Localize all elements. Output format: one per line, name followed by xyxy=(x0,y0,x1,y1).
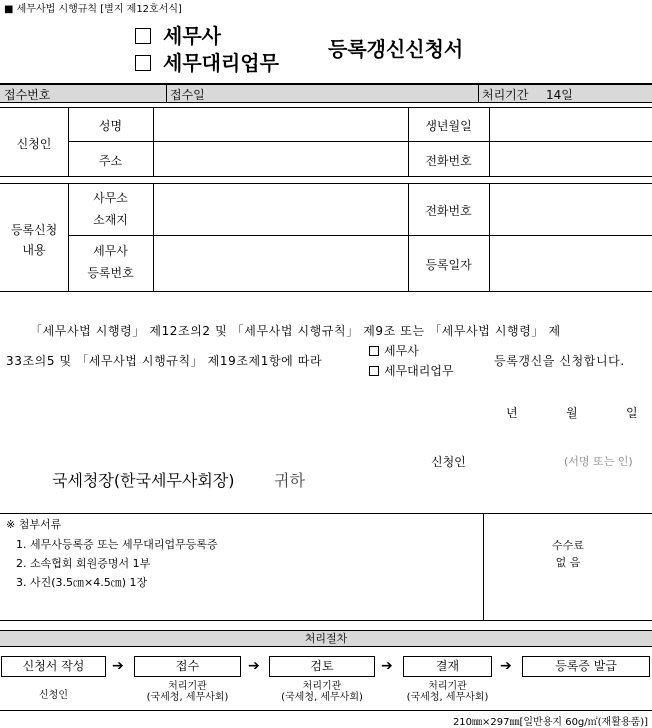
attachment-item: 1. 세무사등록증 또는 세무대리업무등록증 xyxy=(16,538,218,551)
procedure-actor-review xyxy=(269,681,375,703)
statement-line1: 「세무사법 시행령」 제12조의2 및 「세무사법 시행규칙」 제9조 또는 「세무사법 시행령」 제 xyxy=(30,324,561,338)
applicant-signature-label: 신청인 xyxy=(431,455,466,469)
fee-value: 없 음 xyxy=(555,556,581,569)
procedure-actor-line: 처리기관 xyxy=(302,681,342,692)
registration-section-line2: 내용 xyxy=(22,243,46,257)
form-reference: ■ 세무사법 시행규칙 [별지 제12호서식] xyxy=(4,4,182,15)
option-tax-agency xyxy=(135,47,279,76)
procedure-actor-line: (국세청, 세무사회) xyxy=(406,692,489,703)
registration-number-line1: 세무사 xyxy=(93,244,128,258)
signature-hint: (서명 또는 인) xyxy=(564,455,633,468)
fee-label: 수수료 xyxy=(552,539,584,552)
registration-section-label xyxy=(0,220,68,260)
arrow-right-icon: ➔ xyxy=(112,658,124,674)
statement-checkbox-tax-agency[interactable] xyxy=(369,366,379,376)
procedure-actor-apply: 신청인 xyxy=(39,690,68,701)
registration-number-field[interactable] xyxy=(154,236,407,290)
applicant-section-label: 신청인 xyxy=(16,137,52,151)
name-label: 성명 xyxy=(98,119,123,133)
registration-date-label: 등록일자 xyxy=(425,258,472,272)
procedure-actor-approve xyxy=(395,681,500,703)
office-phone-label: 전화번호 xyxy=(425,204,472,218)
registration-section-line1: 등록신청 xyxy=(10,223,58,237)
processing-period-value: 14일 xyxy=(546,88,573,102)
address-field[interactable] xyxy=(154,142,407,175)
birthdate-field[interactable] xyxy=(490,108,650,140)
option-tax-accountant xyxy=(135,20,221,49)
arrow-right-icon: ➔ xyxy=(248,658,260,674)
procedure-step-issue: 등록증 발급 xyxy=(522,656,650,677)
month-label: 월 xyxy=(566,406,578,420)
receipt-date-label: 접수일 xyxy=(170,88,205,102)
procedure-actor-line: 처리기관 xyxy=(168,681,207,692)
procedure-step-receive: 접수 xyxy=(134,656,241,677)
statement-line2-start: 33조의5 및 「세무사법 시행규칙」 제19조제1항에 따라 xyxy=(6,354,323,368)
checkbox-tax-agency[interactable] xyxy=(135,55,151,71)
statement-option2-label: 세무대리업무 xyxy=(384,364,454,378)
receipt-number-label: 접수번호 xyxy=(4,88,51,102)
option-tax-accountant-label: 세무사 xyxy=(163,24,221,48)
option-tax-agency-label: 세무대리업무 xyxy=(163,51,279,75)
registration-number-label xyxy=(68,240,153,284)
birthdate-label: 생년월일 xyxy=(425,119,472,133)
procedure-step-approve: 결재 xyxy=(403,656,492,677)
procedure-actor-line: (국세청, 세무사회) xyxy=(146,692,229,703)
arrow-right-icon: ➔ xyxy=(381,658,393,674)
arrow-right-icon: ➔ xyxy=(500,658,512,674)
year-label: 년 xyxy=(506,406,518,420)
statement-option-tax-agency xyxy=(369,362,454,379)
office-location-line1: 사무소 xyxy=(93,191,128,205)
office-location-field[interactable] xyxy=(154,184,407,234)
form-title: 등록갱신신청서 xyxy=(328,37,464,61)
addressee: 국세청장(한국세무사회장) xyxy=(52,471,235,490)
attachment-item: 2. 소속협회 회원증명서 1부 xyxy=(16,557,151,570)
processing-period-label: 처리기간 xyxy=(482,88,529,102)
procedure-step-apply: 신청서 작성 xyxy=(1,656,106,677)
procedure-actor-receive xyxy=(134,681,241,703)
address-label: 주소 xyxy=(98,154,123,168)
checkbox-tax-accountant[interactable] xyxy=(135,28,151,44)
statement-checkbox-tax-accountant[interactable] xyxy=(369,346,379,356)
applicant-phone-field[interactable] xyxy=(490,142,650,175)
statement-option1-label: 세무사 xyxy=(384,344,419,358)
procedure-actor-line: 처리기관 xyxy=(428,681,467,692)
paper-spec-footer: 210㎜×297㎜[일반용지 60g/㎡(재활용품)] xyxy=(452,717,648,728)
addressee-honorific: 귀하 xyxy=(274,471,305,490)
office-location-line2: 소재지 xyxy=(93,213,128,227)
name-field[interactable] xyxy=(154,108,407,140)
day-label: 일 xyxy=(626,406,638,420)
registration-number-line2: 등록번호 xyxy=(87,266,134,280)
office-location-label xyxy=(68,187,153,231)
procedure-step-review: 검토 xyxy=(269,656,375,677)
statement-line2-end: 등록갱신을 신청합니다. xyxy=(494,354,625,368)
attachments-title: ※ 첨부서류 xyxy=(6,518,62,531)
procedure-actor-line: (국세청, 세무사회) xyxy=(281,692,363,703)
attachment-item: 3. 사진(3.5㎝×4.5㎝) 1장 xyxy=(16,576,148,589)
office-phone-field[interactable] xyxy=(490,184,650,234)
registration-date-field[interactable] xyxy=(490,236,650,290)
applicant-phone-label: 전화번호 xyxy=(425,154,472,168)
statement-option-tax-accountant xyxy=(369,342,419,359)
procedure-title: 처리절차 xyxy=(0,630,652,647)
